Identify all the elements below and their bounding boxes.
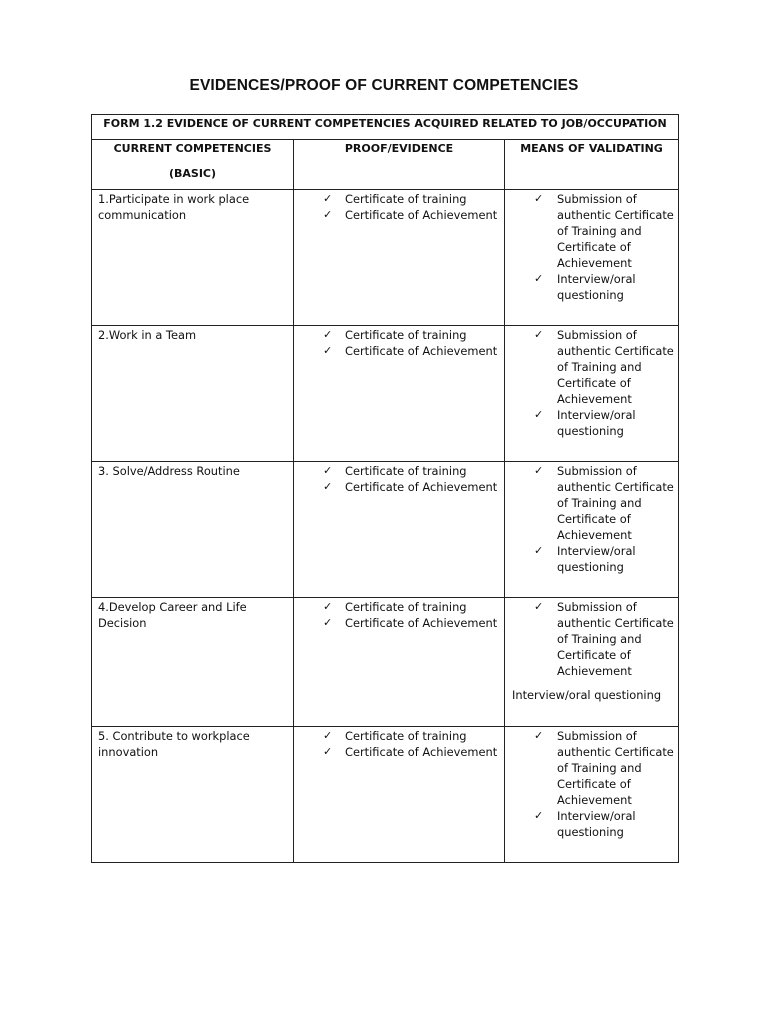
means-cell [505,727,679,863]
means-item-label: Interview/oral questioning [557,809,636,839]
checkmark-icon: ✓ [323,208,333,221]
means-list [505,463,678,575]
proof-item [294,191,504,207]
competency-cell: 4.Develop Career and Life Decision [92,598,294,727]
means-item [505,463,678,543]
table-row [92,598,679,727]
proof-item [294,744,504,760]
proof-item [294,728,504,744]
proof-cell [294,727,505,863]
proof-item-label: Certificate of training [345,600,467,614]
proof-item-label: Certificate of Achievement [345,745,498,759]
proof-cell [294,462,505,598]
checkmark-icon: ✓ [534,729,544,742]
table-row [92,727,679,863]
means-list [505,327,678,439]
checkmark-icon: ✓ [323,729,333,742]
checkmark-icon: ✓ [323,344,333,357]
proof-cell [294,598,505,727]
proof-item [294,343,504,359]
means-item-label: Interview/oral questioning [557,544,636,574]
competency-cell: 5. Contribute to workplace innovation [92,727,294,863]
proof-item [294,615,504,631]
proof-item [294,463,504,479]
means-item [505,407,678,439]
competency-cell: 3. Solve/Address Routine [92,462,294,598]
means-cell [505,326,679,462]
means-item-label: Interview/oral questioning [557,272,636,302]
competency-cell: 2.Work in a Team [92,326,294,462]
checkmark-icon: ✓ [323,328,333,341]
checkmark-icon: ✓ [534,192,544,205]
means-item [505,191,678,271]
means-item [505,808,678,840]
means-item-label: Interview/oral questioning [557,408,636,438]
means-item-label: Submission of authentic Certificate of Training and Certificate of Achievement [557,464,674,542]
proof-cell [294,326,505,462]
proof-item-label: Certificate of training [345,729,467,743]
table-row [92,326,679,462]
form-heading-row [92,115,679,140]
means-item [505,271,678,303]
means-item-label: Submission of authentic Certificate of Training and Certificate of Achievement [557,328,674,406]
proof-list [294,599,504,631]
table-row [92,190,679,326]
checkmark-icon: ✓ [323,480,333,493]
means-cell [505,190,679,326]
checkmark-icon: ✓ [534,328,544,341]
proof-item [294,327,504,343]
checkmark-icon: ✓ [534,272,544,285]
column-header-competencies-sub: (BASIC) [168,167,217,180]
proof-item [294,599,504,615]
means-item-label: Submission of authentic Certificate of Training and Certificate of Achievement [557,729,674,807]
checkmark-icon: ✓ [534,408,544,421]
proof-item-label: Certificate of Achievement [345,344,498,358]
proof-item-label: Certificate of Achievement [345,616,498,630]
means-list [505,728,678,840]
column-header-competencies-label: CURRENT COMPETENCIES [113,142,272,155]
checkmark-icon: ✓ [323,616,333,629]
proof-list [294,728,504,760]
checkmark-icon: ✓ [534,544,544,557]
proof-list [294,191,504,223]
means-cell [505,598,679,727]
proof-item-label: Certificate of Achievement [345,480,498,494]
means-item [505,543,678,575]
means-list [505,599,678,679]
proof-item [294,207,504,223]
table-row [92,462,679,598]
means-plain-text: Interview/oral questioning [512,688,662,702]
proof-item-label: Certificate of Achievement [345,208,498,222]
column-header-competencies [92,140,294,190]
column-header-row [92,140,679,190]
column-header-means: MEANS OF VALIDATING [505,140,679,190]
checkmark-icon: ✓ [534,809,544,822]
checkmark-icon: ✓ [534,464,544,477]
proof-item-label: Certificate of training [345,464,467,478]
means-item-label: Submission of authentic Certificate of Training and Certificate of Achievement [557,192,674,270]
checkmark-icon: ✓ [323,600,333,613]
means-item-label: Submission of authentic Certificate of Training and Certificate of Achievement [557,600,674,678]
proof-cell [294,190,505,326]
means-item [505,599,678,679]
competency-evidence-table [91,114,679,863]
means-item [505,728,678,808]
means-list [505,191,678,303]
proof-list [294,463,504,495]
proof-item-label: Certificate of training [345,328,467,342]
proof-item [294,479,504,495]
column-header-proof: PROOF/EVIDENCE [294,140,505,190]
proof-list [294,327,504,359]
checkmark-icon: ✓ [323,745,333,758]
competency-cell: 1.Participate in work place communication [92,190,294,326]
page-title: EVIDENCES/PROOF OF CURRENT COMPETENCIES [189,77,579,94]
means-cell [505,462,679,598]
means-item [505,327,678,407]
checkmark-icon: ✓ [534,600,544,613]
proof-item-label: Certificate of training [345,192,467,206]
checkmark-icon: ✓ [323,464,333,477]
checkmark-icon: ✓ [323,192,333,205]
table-body [92,190,679,863]
form-heading: FORM 1.2 EVIDENCE OF CURRENT COMPETENCIES ACQUIRED RELATED TO JOB/OCCUPATION [92,115,679,140]
